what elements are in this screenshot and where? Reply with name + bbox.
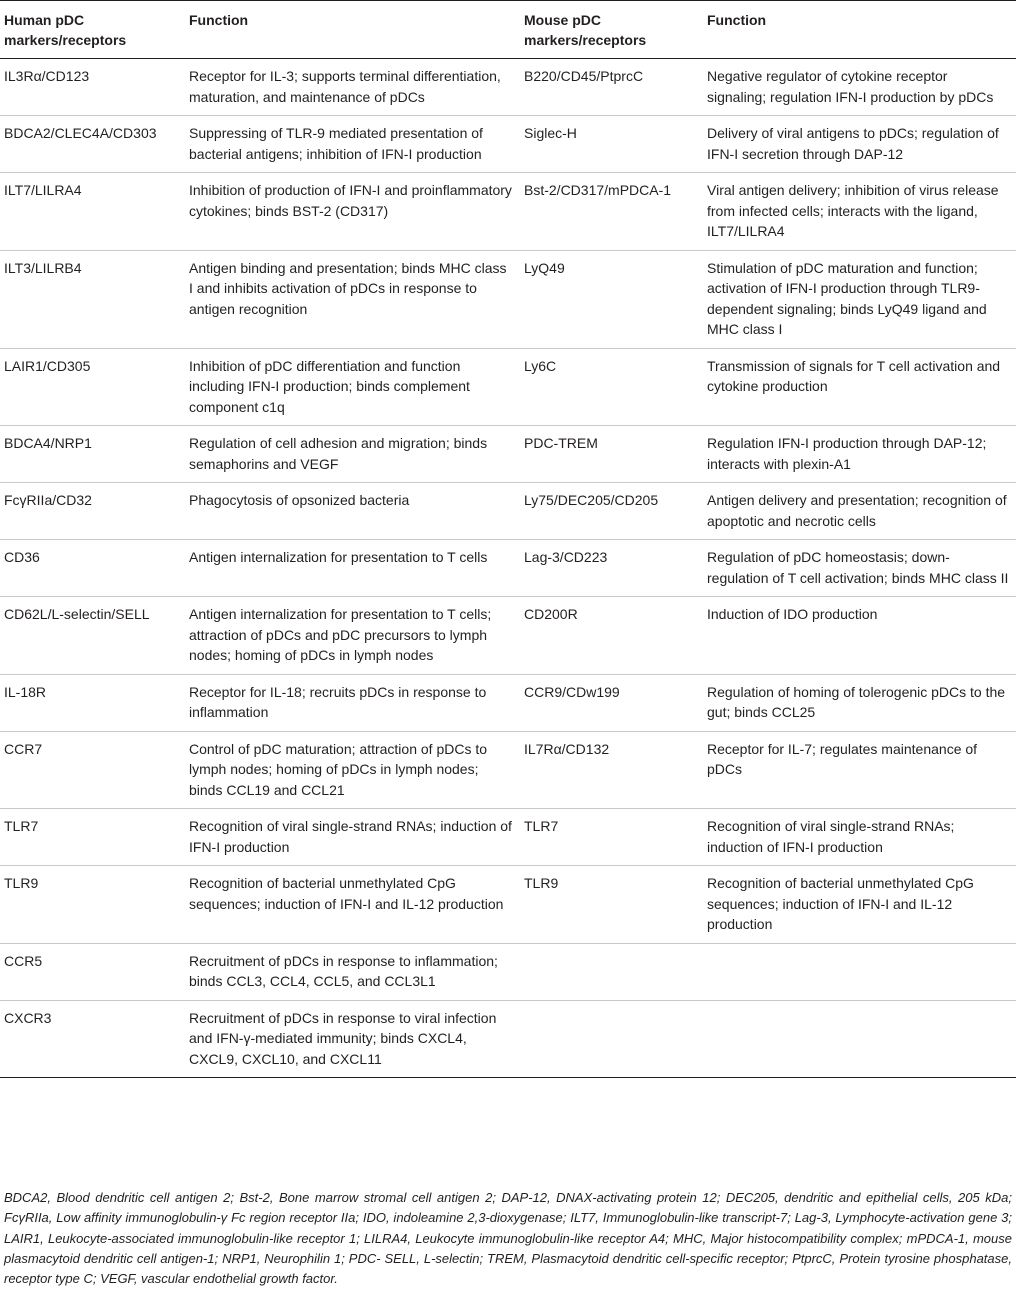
mouse-function-cell: Induction of IDO production	[703, 597, 1016, 675]
mouse-function-cell: Viral antigen delivery; inhibition of virus release from infected cells; interacts with the ligand, ILT7/LILRA4	[703, 173, 1016, 251]
human-function-cell: Antigen binding and presentation; binds MHC class I and inhibits activation of pDCs in response to antigen recognition	[185, 250, 520, 348]
table-row	[0, 540, 1016, 597]
human-marker-cell: ILT3/LILRB4	[0, 250, 185, 348]
header-human-markers: Human pDC markers/receptors	[0, 1, 185, 59]
mouse-function-cell: Antigen delivery and presentation; recognition of apoptotic and necrotic cells	[703, 483, 1016, 540]
human-function-cell: Inhibition of production of IFN-I and proinflammatory cytokines; binds BST-2 (CD317)	[185, 173, 520, 251]
table-row	[0, 866, 1016, 944]
human-function-cell: Suppressing of TLR-9 mediated presentation of bacterial antigens; inhibition of IFN-I production	[185, 116, 520, 173]
table-footnote: BDCA2, Blood dendritic cell antigen 2; Bst-2, Bone marrow stromal cell antigen 2; DAP-12, DNAX-activating protein 12; DEC205, dendritic and epithelial cells, 205 kDa; FcγRIIa, Low affinity immunoglobulin-γ Fc region receptor IIa; IDO, indoleamine 2,3-dioxygenase; ILT7, Immunoglobulin-like transcript-7; Lag-3, Lymphocyte-activation gene 3; LAIR1, Leukocyte-associated immunoglobulin-like receptor 1; LILRA4, Leukocyte immunoglobulin-like receptor A4; MHC, Major histocompatibility complex; mPDCA-1, mouse plasmacytoid dendritic cell antigen-1; NRP1, Neurophilin 1; PDC- SELL, L-selectin; TREM, Plasmacytoid dendritic cell-specific receptor; PtprcC, Protein tyrosine phosphatase, receptor type C; VEGF, vascular endothelial growth factor.	[4, 1190, 1012, 1287]
human-function-cell: Recognition of bacterial unmethylated CpG sequences; induction of IFN-I and IL-12 production	[185, 866, 520, 944]
mouse-marker-cell	[520, 1000, 703, 1078]
header-row	[0, 1, 1016, 59]
mouse-marker-cell: Ly75/DEC205/CD205	[520, 483, 703, 540]
table-row	[0, 426, 1016, 483]
human-marker-cell: CD36	[0, 540, 185, 597]
mouse-function-cell: Delivery of viral antigens to pDCs; regulation of IFN-I secretion through DAP-12	[703, 116, 1016, 173]
human-marker-cell: CCR7	[0, 731, 185, 809]
table-row	[0, 348, 1016, 426]
human-marker-cell: BDCA4/NRP1	[0, 426, 185, 483]
human-function-cell: Receptor for IL-18; recruits pDCs in response to inflammation	[185, 674, 520, 731]
mouse-marker-cell: PDC-TREM	[520, 426, 703, 483]
mouse-marker-cell	[520, 943, 703, 1000]
human-marker-cell: LAIR1/CD305	[0, 348, 185, 426]
mouse-function-cell: Recognition of viral single-strand RNAs; induction of IFN-I production	[703, 809, 1016, 866]
table-row	[0, 809, 1016, 866]
mouse-function-cell: Receptor for IL-7; regulates maintenance of pDCs	[703, 731, 1016, 809]
human-marker-cell: FcγRIIa/CD32	[0, 483, 185, 540]
human-function-cell: Regulation of cell adhesion and migration; binds semaphorins and VEGF	[185, 426, 520, 483]
human-function-cell: Antigen internalization for presentation to T cells	[185, 540, 520, 597]
header-human-function: Function	[185, 1, 520, 59]
mouse-function-cell: Regulation of homing of tolerogenic pDCs to the gut; binds CCL25	[703, 674, 1016, 731]
mouse-function-cell	[703, 1000, 1016, 1078]
mouse-marker-cell: TLR7	[520, 809, 703, 866]
table-row	[0, 116, 1016, 173]
mouse-marker-cell: IL7Rα/CD132	[520, 731, 703, 809]
mouse-marker-cell: B220/CD45/PtprcC	[520, 59, 703, 116]
table-body	[0, 59, 1016, 1078]
mouse-function-cell: Stimulation of pDC maturation and function; activation of IFN-I production through TLR9-dependent signaling; binds LyQ49 ligand and MHC class I	[703, 250, 1016, 348]
mouse-marker-cell: Ly6C	[520, 348, 703, 426]
human-marker-cell: IL-18R	[0, 674, 185, 731]
human-marker-cell: ILT7/LILRA4	[0, 173, 185, 251]
header-mouse-markers: Mouse pDC markers/receptors	[520, 1, 703, 59]
human-marker-cell: TLR9	[0, 866, 185, 944]
table-row	[0, 674, 1016, 731]
human-marker-cell: IL3Rα/CD123	[0, 59, 185, 116]
human-function-cell: Phagocytosis of opsonized bacteria	[185, 483, 520, 540]
human-marker-cell: CXCR3	[0, 1000, 185, 1078]
header-mouse-function: Function	[703, 1, 1016, 59]
mouse-function-cell	[703, 943, 1016, 1000]
table-row	[0, 483, 1016, 540]
human-function-cell: Antigen internalization for presentation to T cells; attraction of pDCs and pDC precursors to lymph nodes; homing of pDCs in lymph nodes	[185, 597, 520, 675]
table-row	[0, 250, 1016, 348]
human-function-cell: Control of pDC maturation; attraction of pDCs to lymph nodes; homing of pDCs in lymph nodes; binds CCL19 and CCL21	[185, 731, 520, 809]
human-marker-cell: BDCA2/CLEC4A/CD303	[0, 116, 185, 173]
mouse-marker-cell: LyQ49	[520, 250, 703, 348]
human-function-cell: Recruitment of pDCs in response to viral infection and IFN-γ-mediated immunity; binds CXCL4, CXCL9, CXCL10, and CXCL11	[185, 1000, 520, 1078]
table-row	[0, 731, 1016, 809]
human-marker-cell: TLR7	[0, 809, 185, 866]
mouse-marker-cell: Bst-2/CD317/mPDCA-1	[520, 173, 703, 251]
mouse-marker-cell: CCR9/CDw199	[520, 674, 703, 731]
mouse-function-cell: Recognition of bacterial unmethylated CpG sequences; induction of IFN-I and IL-12 production	[703, 866, 1016, 944]
human-function-cell: Recruitment of pDCs in response to inflammation; binds CCL3, CCL4, CCL5, and CCL3L1	[185, 943, 520, 1000]
human-function-cell: Receptor for IL-3; supports terminal differentiation, maturation, and maintenance of pDCs	[185, 59, 520, 116]
mouse-function-cell: Transmission of signals for T cell activation and cytokine production	[703, 348, 1016, 426]
human-marker-cell: CCR5	[0, 943, 185, 1000]
table-row	[0, 597, 1016, 675]
human-function-cell: Inhibition of pDC differentiation and function including IFN-I production; binds complement component c1q	[185, 348, 520, 426]
table-row	[0, 1000, 1016, 1078]
human-function-cell: Recognition of viral single-strand RNAs; induction of IFN-I production	[185, 809, 520, 866]
mouse-function-cell: Regulation of pDC homeostasis; down-regulation of T cell activation; binds MHC class II	[703, 540, 1016, 597]
human-marker-cell: CD62L/L-selectin/SELL	[0, 597, 185, 675]
mouse-marker-cell: Lag-3/CD223	[520, 540, 703, 597]
mouse-marker-cell: Siglec-H	[520, 116, 703, 173]
mouse-function-cell: Regulation IFN-I production through DAP-12; interacts with plexin-A1	[703, 426, 1016, 483]
mouse-marker-cell: CD200R	[520, 597, 703, 675]
table-row	[0, 59, 1016, 116]
table-row	[0, 943, 1016, 1000]
mouse-marker-cell: TLR9	[520, 866, 703, 944]
mouse-function-cell: Negative regulator of cytokine receptor signaling; regulation IFN-I production by pDCs	[703, 59, 1016, 116]
table-row	[0, 173, 1016, 251]
